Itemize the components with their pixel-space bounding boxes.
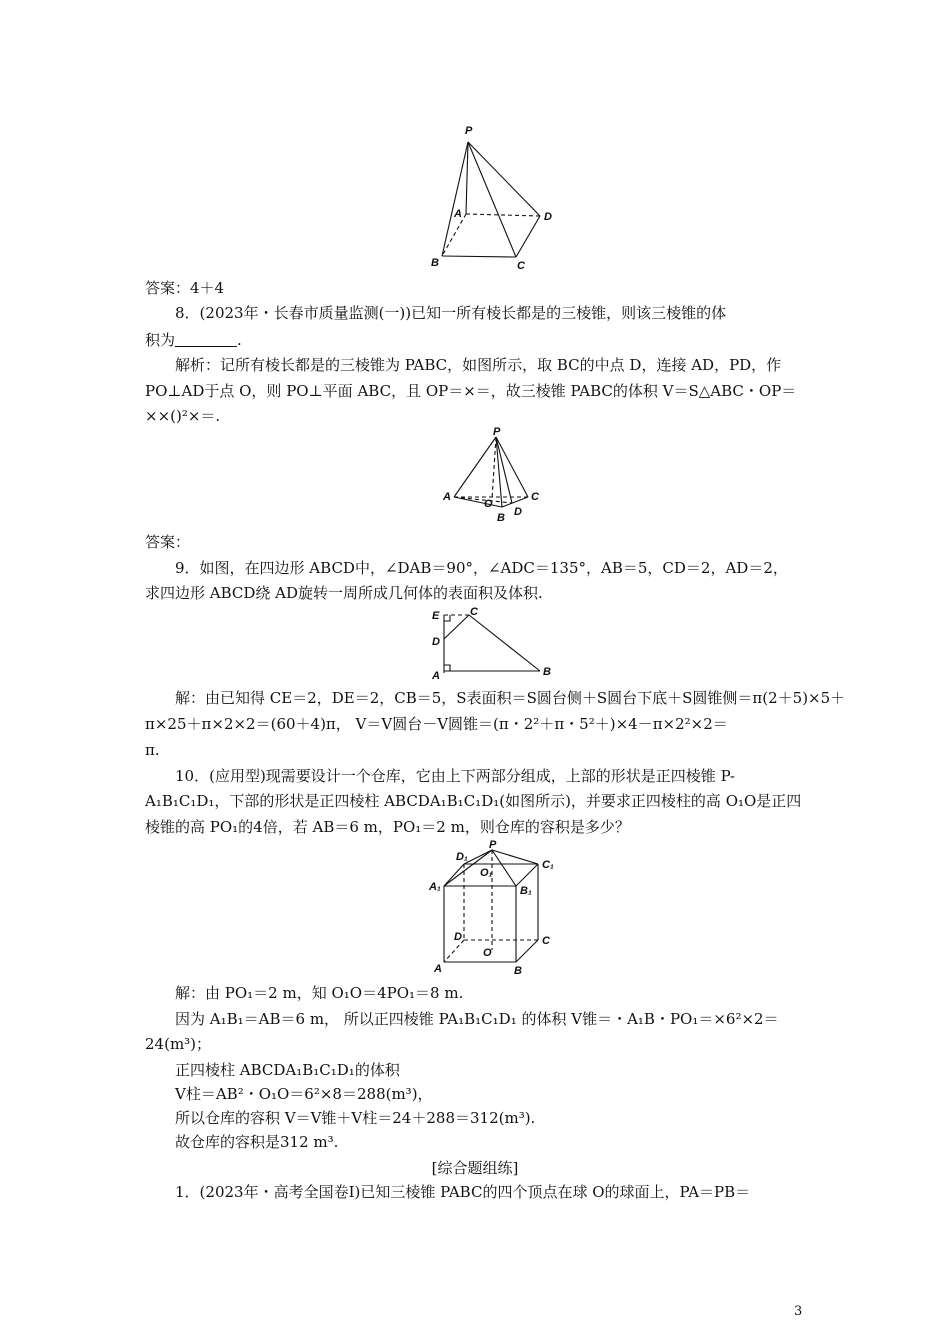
q8-sol2: PO⊥AD于点 O，则 PO⊥平面 ABC，且 OP＝×＝，故三棱锥 PABC的体积 V＝S△ABC・OP＝ (145, 382, 797, 400)
section-heading: [综合题组练] (431, 1159, 519, 1177)
label-d: D (454, 931, 462, 943)
q10-sol4: 正四棱柱 ABCDA₁B₁C₁D₁的体积 (175, 1061, 400, 1079)
c1-line1: 1．(2023年・高考全国卷Ⅰ)已知三棱锥 PABC的四个顶点在球 O的球面上，PA＝PB＝ (175, 1183, 751, 1201)
edge-b1c1 (516, 864, 538, 886)
q10-sol3: 24(m³)； (145, 1035, 212, 1053)
label-o1: O₁ (480, 867, 493, 879)
label-c: C (542, 935, 550, 947)
edge-ad (454, 497, 512, 503)
q10-line1: 10．(应用型)现需要设计一个仓库，它由上下两部分组成，上部的形状是正四棱锥 P- (175, 767, 735, 785)
right-angle-a (444, 665, 450, 671)
edge-bc (442, 256, 516, 257)
edge-cd (516, 216, 540, 257)
label-d: D (544, 211, 552, 223)
edge-pb (442, 142, 468, 256)
label-c: C (470, 606, 478, 618)
q8-line2: 积为 . (145, 331, 242, 349)
label-p: P (489, 839, 497, 851)
edge-ab (454, 497, 502, 507)
q8-sol3: ××()²×＝. (145, 407, 221, 425)
label-b: B (497, 512, 505, 524)
edge-ad (466, 214, 540, 216)
label-o: O (483, 947, 492, 959)
label-b: B (543, 666, 551, 678)
label-b: B (431, 257, 439, 269)
edge-pa (454, 437, 496, 497)
label-b1: B₁ (520, 885, 532, 897)
label-a: A (432, 670, 440, 682)
label-d: D (432, 636, 440, 648)
edge-cb (469, 615, 540, 671)
label-p: P (465, 125, 473, 137)
edge-pa (466, 142, 468, 214)
answer-7: 答案：4＋4 (145, 279, 225, 297)
q10-sol7: 故仓库的容积是312 m³. (175, 1133, 339, 1151)
answer-blank (175, 332, 237, 347)
label-p: P (493, 426, 501, 438)
edge-dc (444, 615, 469, 639)
q9-sol3: π. (145, 741, 160, 759)
right-angle-e (444, 615, 450, 621)
q10-line2: A₁B₁C₁D₁，下部的形状是正四棱柱 ABCDA₁B₁C₁D₁(如图所示)，并要求正四棱柱的高 O₁O是正四 (145, 792, 802, 810)
edge-da (444, 940, 464, 962)
q8-line1: 8．(2023年・长春市质量监测(一))已知一所有棱长都是的三棱锥，则该三棱锥的体 (175, 304, 727, 322)
edge-pd1 (464, 850, 492, 864)
q10-sol6: 所以仓库的容积 V＝V锥＋V柱＝24＋288＝312(m³). (175, 1109, 536, 1127)
q9-line1: 9．如图，在四边形 ABCD中，∠DAB＝90°，∠ADC＝135°，AB＝5，CD＝2，AD＝2， (175, 559, 788, 577)
q8-line2-text: 积为 (145, 331, 176, 349)
edge-bc (516, 940, 538, 962)
figure-tetrahedron-pabc (440, 425, 550, 525)
q9-sol1: 解：由已知得 CE＝2，DE＝2，CB＝5，S表面积＝S圆台侧＋S圆台下底＋S圆锥侧＝π(2＋5)×5＋ (175, 689, 846, 707)
label-c: C (531, 491, 539, 503)
q10-sol5: V柱＝AB²・O₁O＝6²×8＝288(m³)， (175, 1085, 433, 1103)
edge-pc1 (492, 850, 538, 864)
page-number: 3 (794, 1304, 803, 1319)
answer-8: 答案： (145, 533, 191, 551)
edge-d1a1 (444, 864, 464, 886)
edge-pd (468, 142, 540, 216)
edge-ab (442, 214, 466, 256)
label-a: A (434, 963, 442, 975)
figure-pyramid-pabcd (420, 120, 560, 275)
label-c1: C₁ (542, 859, 554, 871)
q10-line3: 棱锥的高 PO₁的4倍，若 AB＝6 m，PO₁＝2 m，则仓库的容积是多少？ (145, 818, 630, 836)
q10-sol2: 因为 A₁B₁＝AB＝6 m， 所以正四棱锥 PA₁B₁C₁D₁ 的体积 V锥＝・A₁B・PO₁＝×6²×2＝ (175, 1010, 779, 1028)
label-e: E (432, 610, 440, 622)
q10-sol1: 解：由 PO₁＝2 m，知 O₁O＝4PO₁＝8 m. (175, 984, 464, 1002)
label-a: A (443, 491, 451, 503)
label-d1: D₁ (456, 851, 468, 863)
figure-quadrilateral-abcd (420, 603, 570, 683)
q9-line2: 求四边形 ABCD绕 AD旋转一周所成几何体的表面积及体积. (145, 584, 543, 602)
label-b: B (514, 965, 522, 977)
label-a1: A₁ (429, 881, 441, 893)
label-o: O (484, 498, 493, 510)
label-a: A (454, 208, 462, 220)
label-c: C (517, 260, 525, 272)
edge-pb1 (492, 850, 516, 886)
figure-warehouse (420, 840, 570, 980)
q8-sol1: 解析：记所有棱长都是的三棱锥为 PABC，如图所示，取 BC的中点 D，连接 AD，PD，作 (175, 356, 782, 374)
edge-pc (468, 142, 516, 257)
q9-sol2: π×25＋π×2×2＝(60＋4)π， V＝V圆台－V圆锥＝(π・2²＋π・5²＋)×4－π×2²×2＝ (145, 715, 728, 733)
label-d: D (514, 506, 522, 518)
edge-po (492, 437, 496, 499)
